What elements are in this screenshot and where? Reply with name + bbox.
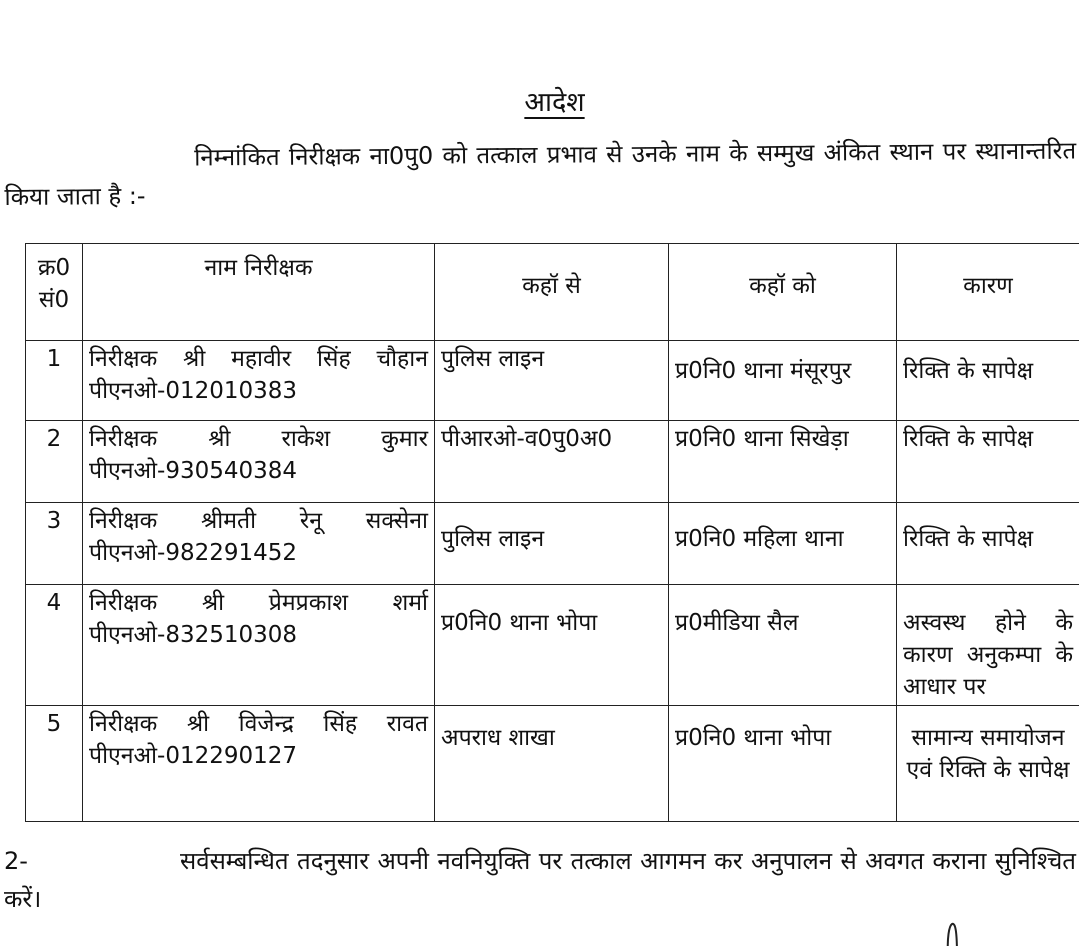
row-to: प्र0नि0 थाना भोपा [669, 706, 897, 822]
row-to: प्र0मीडिया सैल [669, 585, 897, 706]
intro-paragraph: निम्नांकित निरीक्षक ना0पु0 को तत्काल प्रभाव से उनके नाम के सम्मुख अंकित स्थान पर स्थानान्तरित किया जाता है :- [4, 136, 1077, 211]
row-from: पीआरओ-व0पु0अ0 [435, 421, 669, 503]
row-from: पुलिस लाइन [435, 341, 669, 421]
signature-stroke [945, 918, 959, 946]
header-to: कहॉ को [669, 244, 897, 341]
row-from: अपराध शाखा [435, 706, 669, 822]
row-name: निरीक्षक श्रीमती रेनू सक्सेना पीएनओ-982291452 [83, 503, 435, 585]
row-reason: रिक्ति के सापेक्ष [897, 503, 1079, 585]
paragraph-2 [4, 842, 1076, 918]
table-header-row [26, 244, 1079, 341]
header-serial: क्र0 सं0 [26, 244, 83, 341]
table-row [26, 706, 1079, 822]
table-row [26, 503, 1079, 585]
transfer-table [25, 243, 1079, 822]
row-serial: 5 [26, 706, 83, 822]
row-name: निरीक्षक श्री प्रेमप्रकाश शर्मा पीएनओ-832510308 [83, 585, 435, 706]
table-row [26, 421, 1079, 503]
row-to: प्र0नि0 थाना सिखेड़ा [669, 421, 897, 503]
row-from: पुलिस लाइन [435, 503, 669, 585]
row-serial: 3 [26, 503, 83, 585]
row-serial: 4 [26, 585, 83, 706]
row-from: प्र0नि0 थाना भोपा [435, 585, 669, 706]
row-reason: अस्वस्थ होने के कारण अनुकम्पा के आधार पर [897, 585, 1079, 706]
header-name: नाम निरीक्षक [83, 244, 435, 341]
paragraph-2-text: सर्वसम्बन्धित तदनुसार अपनी नवनियुक्ति पर तत्काल आगमन कर अनुपालन से अवगत कराना सुनिश्चित करें। [4, 847, 1076, 913]
row-serial: 1 [26, 341, 83, 421]
row-serial: 2 [26, 421, 83, 503]
paragraph-2-number: 2- [4, 847, 28, 875]
table-row [26, 585, 1079, 706]
header-from: कहॉ से [435, 244, 669, 341]
row-to: प्र0नि0 महिला थाना [669, 503, 897, 585]
row-name: निरीक्षक श्री महावीर सिंह चौहान पीएनओ-012010383 [83, 341, 435, 421]
order-title: आदेश [524, 87, 585, 118]
row-name: निरीक्षक श्री विजेन्द्र सिंह रावत पीएनओ-012290127 [83, 706, 435, 822]
row-reason: रिक्ति के सापेक्ष [897, 341, 1079, 421]
row-reason: रिक्ति के सापेक्ष [897, 421, 1079, 503]
row-name: निरीक्षक श्री राकेश कुमार पीएनओ-930540384 [83, 421, 435, 503]
header-reason: कारण [897, 244, 1079, 341]
row-to: प्र0नि0 थाना मंसूरपुर [669, 341, 897, 421]
row-reason: सामान्य समायोजन एवं रिक्ति के सापेक्ष [897, 706, 1079, 822]
table-row [26, 341, 1079, 421]
